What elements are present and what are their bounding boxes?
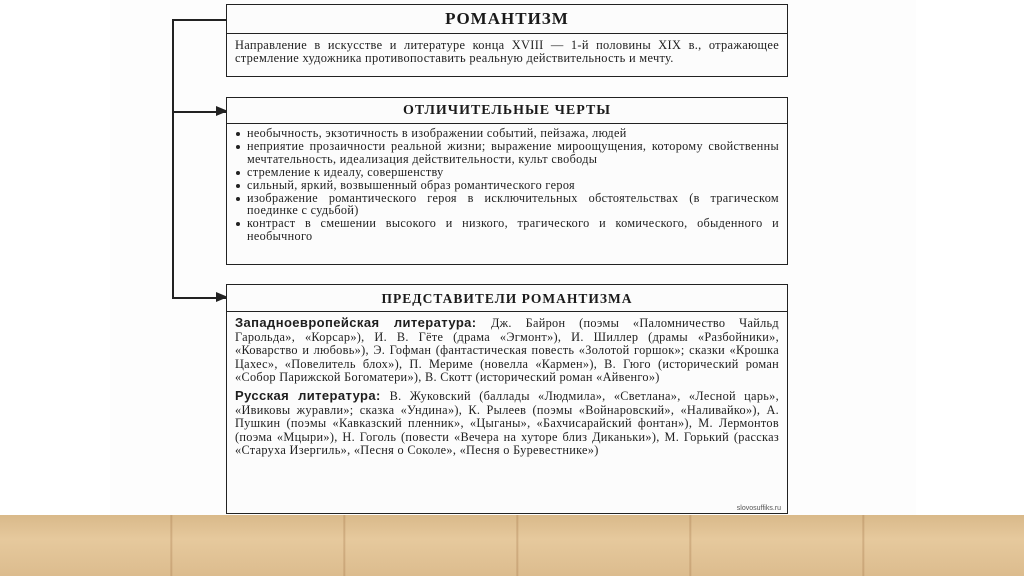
wood-floor-background <box>0 515 1024 576</box>
feature-item: изображение романтического героя в исключительных обстоятельствах (в трагическом поединке с судьбой) <box>235 192 779 218</box>
feature-item: сильный, яркий, возвышенный образ романтического героя <box>235 179 779 192</box>
western-literature-text: Дж. Байрон (поэмы «Паломничество Чайльд Гарольда», «Корсар»), И. В. Гёте (драма «Эгмонт»), И. Шиллер (драмы «Разбойники», «Коварство и любовь»), Э. Гофман (фантастическая повесть «Золотой горшок»; сказки «Крошка Цахес», «Повелитель блох»), П. Мериме (новелла «Кармен»), В. Гюго (исторический роман «Собор Парижской Богоматери»), В. Скотт (исторический роман «Айвенго») <box>235 316 779 385</box>
connector-line-vertical <box>172 19 174 297</box>
representatives-title: ПРЕДСТАВИТЕЛИ РОМАНТИЗМА <box>227 285 787 312</box>
connector-line-top <box>172 19 226 21</box>
arrow-to-representatives-icon <box>172 297 226 299</box>
russian-literature-text: В. Жуковский (баллады «Людмила», «Светлана», «Лесной царь», «Ивиковы журавли»; сказка «Ундина»), К. Рылеев (поэмы «Войнаровский», «Наливайко»), А. Пушкин (поэмы «Кавказский пленник», «Цыганы», «Бахчисарайский фонтан»), М. Лермонтов (поэма «Мцыри»), Н. Гоголь (повести «Вечера на хуторе близ Диканьки»), М. Горький (рассказ «Старуха Изергиль», «Песня о Соколе», «Песня о Буревестнике») <box>235 388 779 458</box>
western-literature-section <box>227 312 787 385</box>
western-literature-heading: Западноевропейская литература: <box>235 315 491 330</box>
romanticism-definition: Направление в искусстве и литературе конца XVIII — 1-й половины XIX в., отражающее стремление художника противопоставить реальную действительность и мечту. <box>235 38 779 66</box>
romanticism-title: РОМАНТИЗМ <box>227 5 787 34</box>
russian-literature-heading: Русская литература: <box>235 387 390 403</box>
features-list <box>227 124 787 243</box>
russian-literature-section <box>227 385 787 458</box>
feature-item: стремление к идеалу, совершенству <box>235 166 779 179</box>
feature-item: неприятие прозаичности реальной жизни; выражение мироощущения, которому свойственны мечтательность, идеализация действительности, культ свободы <box>235 140 779 166</box>
feature-item: необычность, экзотичность в изображении событий, пейзажа, людей <box>235 127 779 140</box>
distinctive-features-box <box>226 97 788 265</box>
feature-item: контраст в смешении высокого и низкого, трагического и комического, обыденного и необычного <box>235 217 779 243</box>
romanticism-definition-box <box>226 4 788 77</box>
source-watermark: slovosuffiks.ru <box>736 505 781 512</box>
arrow-to-features-icon <box>172 111 226 113</box>
representatives-box <box>226 284 788 514</box>
features-title: ОТЛИЧИТЕЛЬНЫЕ ЧЕРТЫ <box>227 98 787 124</box>
